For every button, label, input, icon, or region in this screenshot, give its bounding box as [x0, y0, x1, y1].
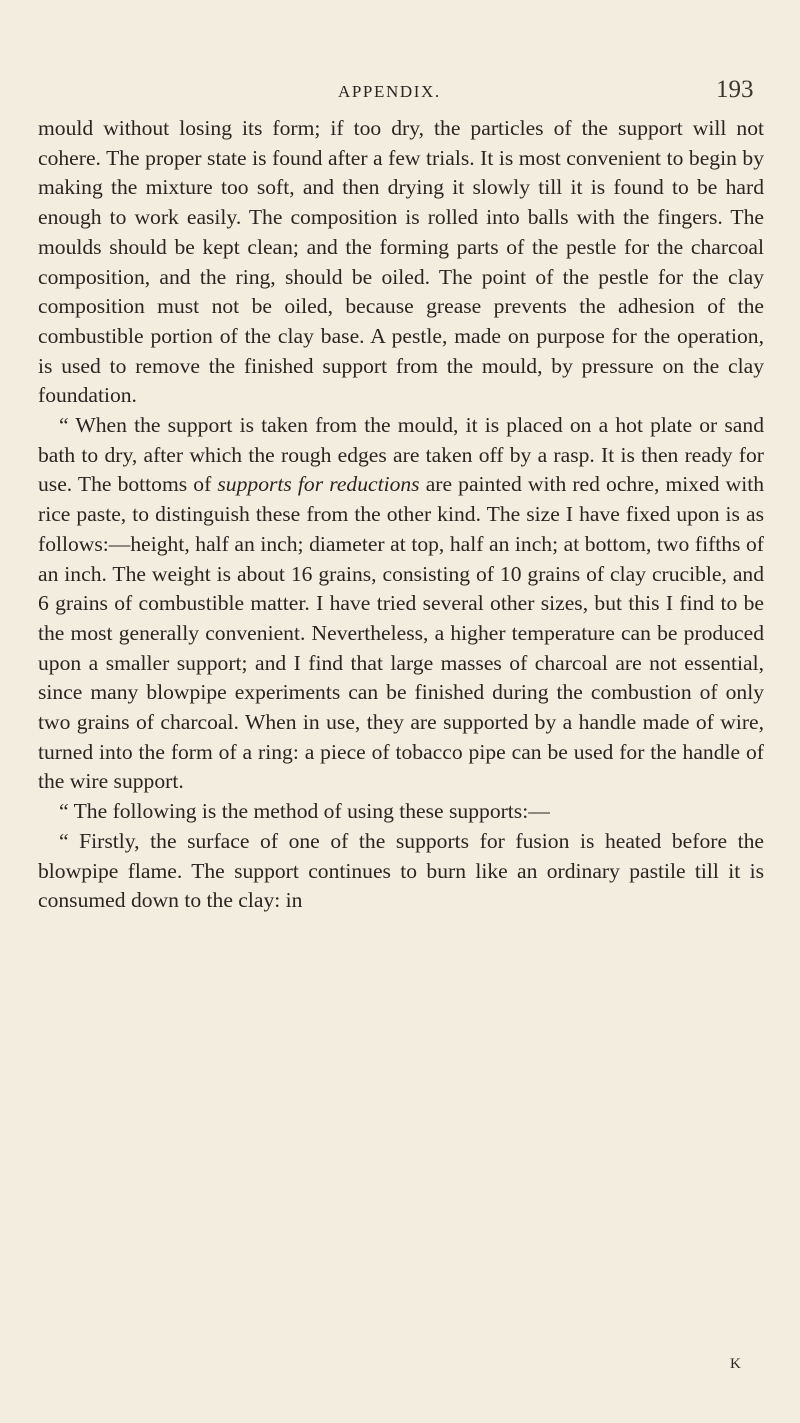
paragraph-2-text-end: are painted with red ochre, mixed with rice paste, to distinguish these from the other kind. The size I have fixed upon is as follows:—height, half an inch; diameter at top, half an inch; at bottom, two fifths of an inch. The weight is about 16 grains, consisting of 10 grains of clay crucible, and 6 grains of combustible matter. I have tried several other sizes, but this I find to be the most generally convenient. Nevertheless, a higher temperature can be produced upon a smaller support; and I find that large masses of charcoal are not essential, since many blowpipe experiments can be finished during the combustion of only two grains of charcoal. When in use, they are supported by a handle made of wire, turned into the form of a ring: a piece of tobacco pipe can be used for the handle of the wire support.	[38, 472, 764, 794]
paragraph-2	[38, 411, 764, 797]
signature-mark: K	[730, 1356, 742, 1372]
paragraph-4: “ Firstly, the surface of one of the supports for fusion is heated before the blowpipe flame. The support continues to burn like an ordinary pastile till it is consumed down to the clay: in	[38, 828, 764, 913]
paragraph-3: “ The following is the method of using these supports:—	[59, 799, 550, 824]
page-number: 193	[716, 76, 754, 103]
paragraph-2-italic-phrase: supports for reductions	[217, 472, 420, 497]
body-text	[38, 114, 764, 916]
paragraph-2-text-start: “ When the support is taken from the mould, it is placed on a hot plate or sand bath to dry, after which the rough edges are taken off by a rasp. It is then ready for use. The bottoms of	[38, 413, 764, 497]
running-head: APPENDIX.	[338, 82, 441, 101]
paragraph-1: mould without losing its form; if too dry, the particles of the support will not cohere. The proper state is found after a few trials. It is most convenient to begin by making the mixture too soft, and then drying it slowly till it is found to be hard enough to work easily. The composition is rolled into balls with the fingers. The moulds should be kept clean; and the forming parts of the pestle for the charcoal composition, and the ring, should be oiled. The point of the pestle for the clay composition must not be oiled, because grease prevents the adhesion of the combustible portion of the clay base. A pestle, made on purpose for the operation, is used to remove the finished support from the mould, by pressure on the clay foundation.	[38, 116, 764, 408]
